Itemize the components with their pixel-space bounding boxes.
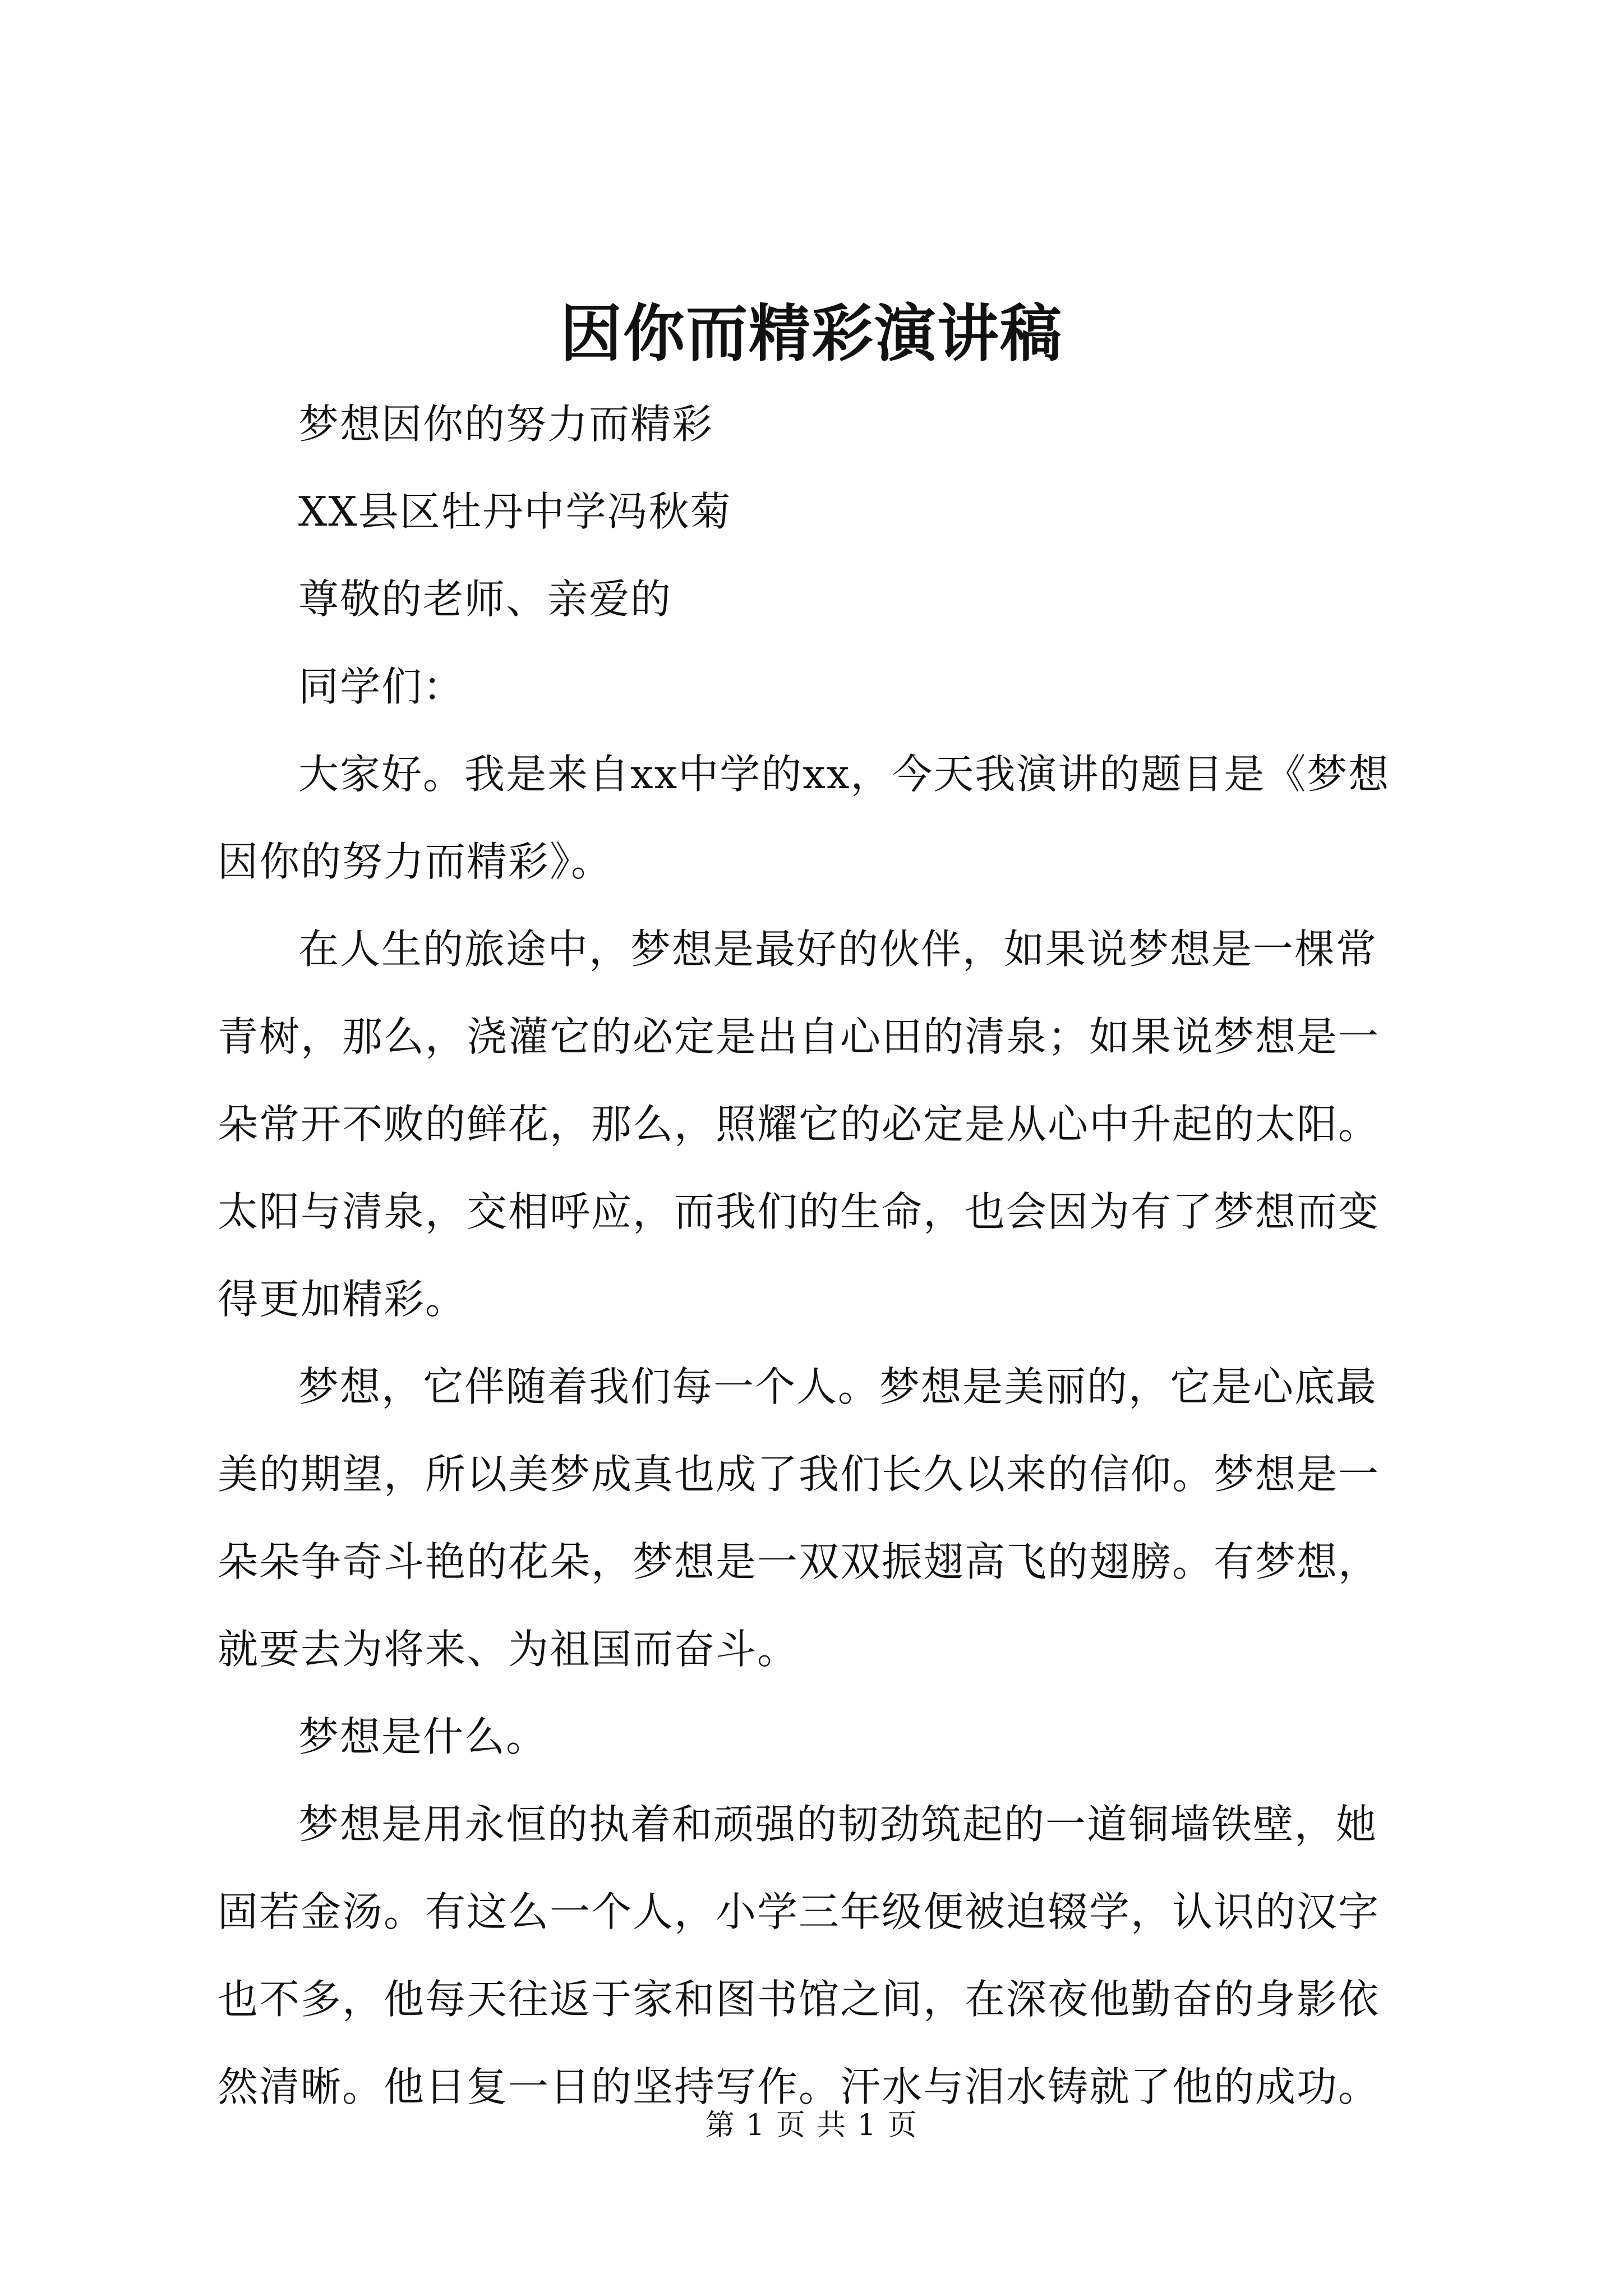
document-title: 因你而精彩演讲稿 xyxy=(560,297,1063,370)
page-footer: 第 1 页 共 1 页 xyxy=(705,2109,918,2142)
paragraph-8: 梦想是什么。 xyxy=(298,1713,548,1760)
paragraph-6: 在人生的旅途中，梦想是最好的伙伴，如果说梦想是一棵常青树，那么，浇灌它的必定是出自心田的清泉；如果说梦想是一朵常开不败的鲜花，那么，照耀它的必定是从心中升起的太阳。太阳与清泉，交相呼应，而我们的生命，也会因为有了梦想而变得更加精彩。 xyxy=(218,926,1380,1323)
document-body xyxy=(218,380,1412,2131)
paragraph-7: 梦想，它伴随着我们每一个人。梦想是美丽的，它是心底最美的期望，所以美梦成真也成了我们长久以来的信仰。梦想是一朵朵争奇斗艳的花朵，梦想是一双双振翅高飞的翅膀。有梦想，就要去为将来、为祖国而奋斗。 xyxy=(218,1363,1380,1673)
paragraph-3: 尊敬的老师、亲爱的 xyxy=(298,576,672,623)
paragraph-2: XX县区牡丹中学冯秋菊 xyxy=(298,488,732,535)
paragraph-1: 梦想因你的努力而精彩 xyxy=(298,401,714,448)
paragraph-9: 梦想是用永恒的执着和顽强的韧劲筑起的一道铜墙铁壁，她固若金汤。有这么一个人，小学三年级便被迫辍学，认识的汉字也不多，他每天往返于家和图书馆之间，在深夜他勤奋的身影依然清晰。他日复一日的坚持写作。汗水与泪水铸就了他的成功。 xyxy=(218,1801,1380,2110)
paragraph-5: 大家好。我是来自xx中学的xx，今天我演讲的题目是《梦想因你的努力而精彩》。 xyxy=(218,751,1390,885)
paragraph-4: 同学们： xyxy=(298,663,465,710)
